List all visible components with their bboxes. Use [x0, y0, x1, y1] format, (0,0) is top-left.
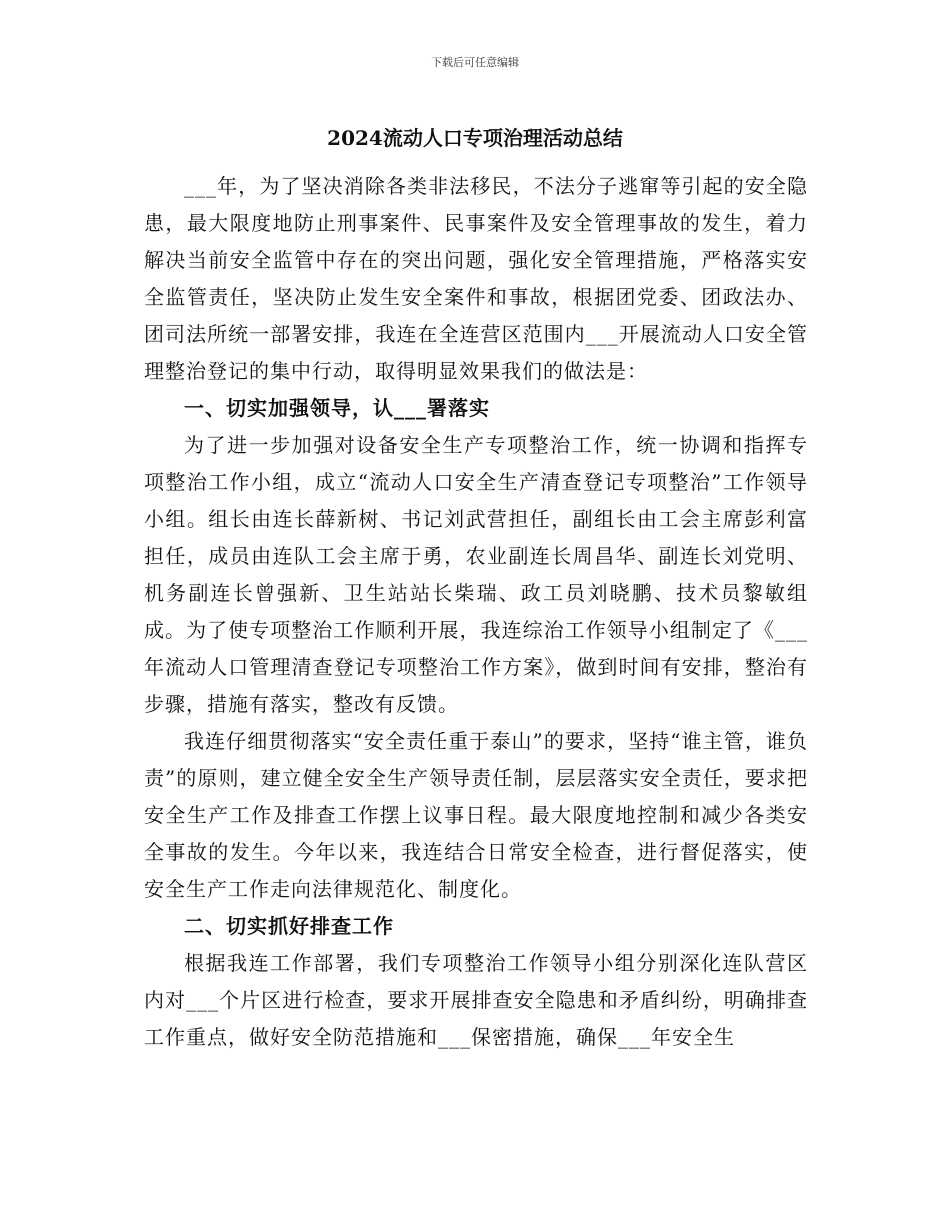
document-body: [144, 168, 808, 1056]
document-title: 2024流动人口专项治理活动总结: [327, 126, 623, 150]
header-note: 下载后可任意编辑: [431, 56, 519, 69]
paragraph-intro: ___年，为了坚决消除各类非法移民，不法分子逃窜等引起的安全隐患，最大限度地防止刑事案件、民事案件及安全管理事故的发生，着力解决当前安全监管中存在的突出问题，强化安全管理措施，严格落实安全监管责任，坚决防止发生安全案件和事故，根据团党委、团政法办、团司法所统一部署安排，我连在全连营区范围内___开展流动人口安全管理整治登记的集中行动，取得明显效果我们的做法是：: [144, 174, 808, 383]
paragraph-leadership: 为了进一步加强对设备安全生产专项整治工作，统一协调和指挥专项整治工作小组，成立“流动人口安全生产清查登记专项整治”工作领导小组。组长由连长薛新树、书记刘武营担任，副组长由工会主席彭利富担任，成员由连队工会主席于勇，农业副连长周昌华、副连长刘党明、机务副连长曾强新、卫生站站长柴瑞、政工员刘晓鹏、技术员黎敏组成。为了使专项整治工作顺利开展，我连综治工作领导小组制定了《___年流动人口管理清查登记专项整治工作方案》，做到时间有安排，整治有步骤，措施有落实，整改有反馈。: [144, 433, 808, 716]
paragraph-responsibility: 我连仔细贯彻落实“安全责任重于泰山”的要求，坚持“谁主管，谁负责”的原则，建立健全安全生产领导责任制，层层落实安全责任，要求把安全生产工作及排查工作摆上议事日程。最大限度地控制和减少各类安全事故的发生。今年以来，我连结合日常安全检查，进行督促落实，使安全生产工作走向法律规范化、制度化。: [144, 729, 808, 901]
section-heading-2: 二、切实抓好排查工作: [184, 914, 394, 938]
paragraph-inspection: 根据我连工作部署，我们专项整治工作领导小组分别深化连队营区内对___个片区进行检查，要求开展排查安全隐患和矛盾纠纷，明确排查工作重点，做好安全防范措施和___保密措施，确保___年安全生: [144, 951, 808, 1049]
section-heading-1: 一、切实加强领导，认___署落实: [184, 396, 490, 420]
